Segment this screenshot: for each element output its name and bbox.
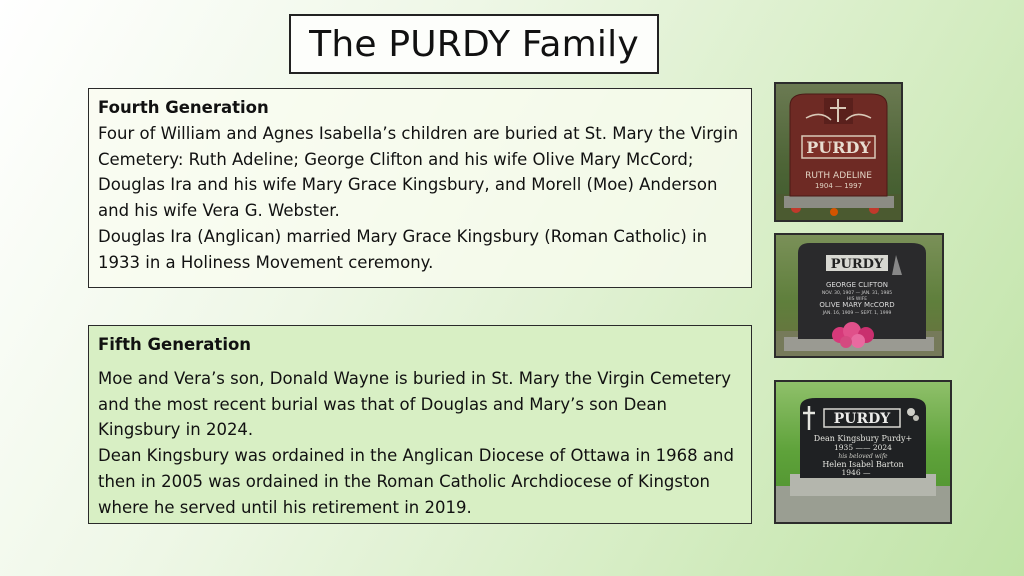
stone1-line2: 1904 — 1997 xyxy=(814,182,863,190)
stone1-name: PURDY xyxy=(806,138,871,157)
stone3-name: PURDY xyxy=(833,411,891,427)
stone2-line3: HIS WIFE xyxy=(846,297,868,302)
stone2-name: PURDY xyxy=(830,257,884,272)
headstone-photo-ruth xyxy=(774,82,903,222)
fourth-generation-text-1: Four of William and Agnes Isabella’s children are buried at St. Mary the Virgin Cemetery: Ruth Adeline; George Clifton and his wife Olive Mary McCord; Douglas Ira and his wife Mary Grace Kingsbury, and Morell (Moe) Anderson and his wife Vera G. Webster. xyxy=(98,123,739,221)
headstone-photo-dean xyxy=(774,380,952,524)
title-box xyxy=(289,14,659,74)
fifth-generation-heading: Fifth Generation xyxy=(98,335,252,354)
fifth-generation-text-2: Dean Kingsbury was ordained in the Anglican Diocese of Ottawa in 1968 and then in 2005 was ordained in the Roman Catholic Archdiocese of Kingston where he served until his retirement in 2019. xyxy=(98,446,734,517)
fifth-generation-panel xyxy=(88,325,752,524)
stone2-line2: NOV. 30, 1907 — JAN. 31, 1985 xyxy=(821,291,893,296)
headstone-photo-george xyxy=(774,233,944,358)
stone3-line1: Dean Kingsbury Purdy+ xyxy=(813,434,913,443)
stone1-line1: RUTH ADELINE xyxy=(805,171,872,181)
fourth-generation-heading: Fourth Generation xyxy=(98,98,269,117)
page-title: The PURDY Family xyxy=(309,23,639,65)
stone3-line5: 1946 — xyxy=(841,468,871,477)
stone2-line1: GEORGE CLIFTON xyxy=(825,281,889,289)
stone3-line4: Helen Isabel Barton xyxy=(822,460,904,469)
stone3-line3: his beloved wife xyxy=(838,453,888,460)
fifth-generation-text-1: Moe and Vera’s son, Donald Wayne is buried in St. Mary the Virgin Cemetery and the most recent burial was that of Douglas and Mary’s son Dean Kingsbury in 2024. xyxy=(98,368,732,440)
stone3-line2: 1935 —— 2024 xyxy=(834,443,892,452)
fourth-generation-text-2: Douglas Ira (Anglican) married Mary Grace Kingsbury (Roman Catholic) in 1933 in a Holiness Movement ceremony. xyxy=(98,226,708,272)
stone2-line4: OLIVE MARY McCORD xyxy=(819,301,895,309)
stone2-line5: JAN. 16, 1909 — SEPT. 1, 1999 xyxy=(822,311,892,316)
fourth-generation-panel xyxy=(88,88,752,288)
